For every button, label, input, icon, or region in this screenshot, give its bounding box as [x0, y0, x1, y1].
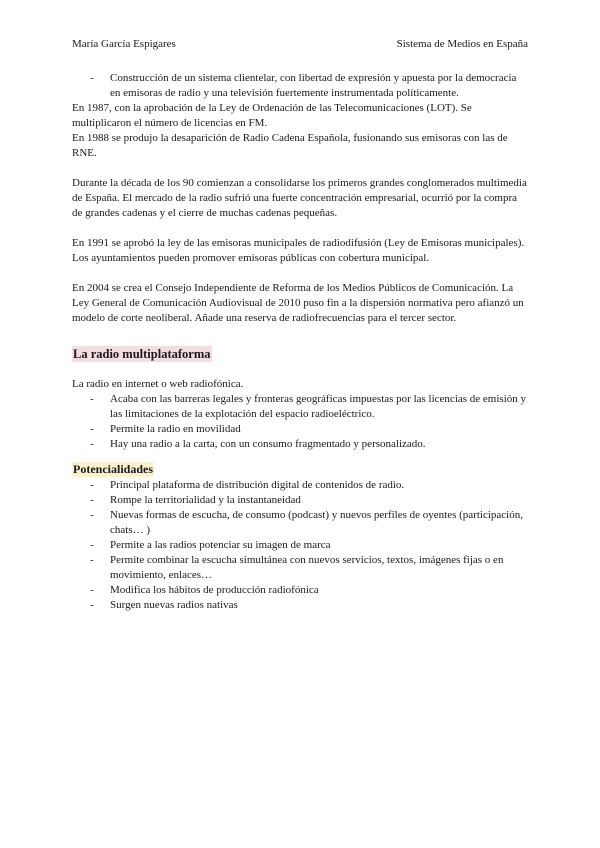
list-item: - Permite a las radios potenciar su imagen de marca	[90, 539, 331, 551]
bullet-dash: -	[90, 539, 94, 551]
page-header	[72, 37, 528, 52]
header-title: Sistema de Medios en España	[396, 38, 528, 50]
heading-radio-multiplataforma: La radio multiplataforma	[73, 347, 211, 361]
bullet-dash: -	[90, 479, 94, 491]
list-item: - Permite combinar la escucha simultánea con nuevos servicios, textos, imágenes fijas o en movimiento, enlaces…	[90, 554, 504, 581]
bullet-dash: -	[90, 494, 94, 506]
list-item: - Permite la radio en movilidad	[90, 423, 241, 435]
intro-bullet-list	[72, 71, 528, 101]
header-author: María García Espigares	[72, 38, 176, 50]
bullet-dash: -	[90, 72, 94, 84]
list-item: - Surgen nuevas radios nativas	[90, 599, 238, 611]
list-item: - Principal plataforma de distribución digital de contenidos de radio.	[90, 479, 405, 491]
bullet-dash: -	[90, 438, 94, 450]
paragraph-1987: En 1987, con la aprobación de la Ley de Ordenación de las Telecomunicaciones (LOT). Se multiplicaron el número de licencias en FM.	[72, 102, 472, 129]
paragraph-1991: En 1991 se aprobó la ley de las emisoras municipales de radiodifusión (Ley de Emisoras municipales). Los ayuntamientos pueden promover emisoras públicas con cobertura municipal.	[72, 237, 525, 264]
heading-potencialidades: Potencialidades	[73, 462, 153, 476]
list-item: - Acaba con las barreras legales y fronteras geográficas impuestas por las licencias de emisión y las limitaciones de la explotación del espacio radioeléctrico.	[90, 393, 527, 420]
page-content	[72, 71, 528, 613]
paragraph-1988: En 1988 se produjo la desaparición de Radio Cadena Española, fusionando sus emisoras con las de RNE.	[72, 132, 508, 159]
list-item: - Hay una radio a la carta, con un consumo fragmentado y personalizado.	[90, 438, 426, 450]
bullet-dash: -	[90, 509, 94, 521]
bullet-dash: -	[90, 554, 94, 566]
multiplataforma-bullet-list	[72, 392, 528, 452]
list-item: - Rompe la territorialidad y la instantaneidad	[90, 494, 301, 506]
bullet-dash: -	[90, 599, 94, 611]
paragraph-90s: Durante la década de los 90 comienzan a consolidarse los primeros grandes conglomerados multimedia de España. El mercado de la radio sufrió una fuerte concentración empresarial, ocurrió por la compra de grandes cadenas y el cierre de muchas cadenas pequeñas.	[72, 177, 527, 219]
bullet-dash: -	[90, 423, 94, 435]
list-item: - Construcción de un sistema clientelar, con libertad de expresión y apuesta por la democracia en emisoras de radio y una televisión fuertemente instrumentada políticamente.	[90, 72, 517, 99]
bullet-dash: -	[90, 393, 94, 405]
paragraph-web-radio: La radio en internet o web radiofónica.	[72, 378, 244, 390]
bullet-dash: -	[90, 584, 94, 596]
paragraph-2004: En 2004 se crea el Consejo Independiente de Reforma de los Medios Públicos de Comunicación. La Ley General de Comunicación Audiovisual de 2010 puso fin a la dispersión normativa pero afianzó un modelo de corte neoliberal. Añade una reserva de radiofrecuencias para el tercer sector.	[72, 282, 524, 324]
potencialidades-bullet-list	[72, 478, 528, 613]
list-item: - Modifica los hábitos de producción radiofónica	[90, 584, 319, 596]
list-item: - Nuevas formas de escucha, de consumo (podcast) y nuevos perfiles de oyentes (participación, chats… )	[90, 509, 523, 536]
